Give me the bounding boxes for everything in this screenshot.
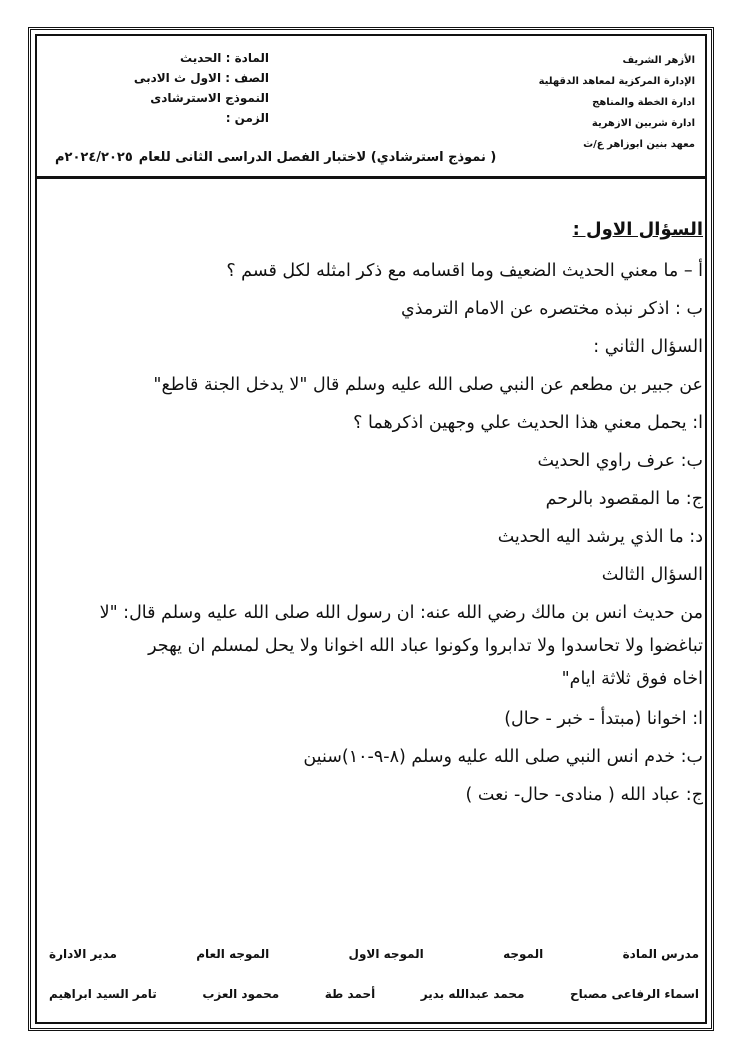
question-3-part-a: ا: اخوانا (مبتدأ - خبر - حال) xyxy=(504,709,703,729)
subject-label: المادة : الحديث xyxy=(180,51,269,65)
question-2-part-d: د: ما الذي يرشد اليه الحديث xyxy=(497,527,703,547)
hadith-line: من حديث انس بن مالك رضي الله عنه: ان رسول الله صلى الله عليه وسلم قال: "لا xyxy=(99,603,703,623)
hadith-line: تباغضوا ولا تحاسدوا ولا تدابروا وكونوا عباد الله اخوانا ولا يحل لمسلم ان يهجر xyxy=(148,636,703,656)
exam-page xyxy=(28,27,714,1031)
signature-name: أحمد طة xyxy=(324,987,376,1001)
signature-titles xyxy=(49,934,699,974)
signatures xyxy=(49,934,699,1014)
question-3-title: السؤال الثالث xyxy=(601,565,703,585)
question-3-part-b: ب: خدم انس النبي صلى الله عليه وسلم (٨-٩-١٠)سنين xyxy=(303,747,703,767)
signature-title: الموجه العام xyxy=(196,947,270,961)
question-1-part-b: ب : اذكر نبذه مختصره عن الامام الترمذي xyxy=(401,299,703,319)
question-2-title: السؤال الثاني : xyxy=(593,337,703,357)
question-2-part-a: ا: يحمل معني هذا الحديث علي وجهين اذكرهما ؟ xyxy=(353,413,703,433)
institution-line: الأزهر الشريف xyxy=(622,55,695,66)
exam-year: ٢٠٢٤/٢٠٢٥م xyxy=(55,150,133,165)
exam-header xyxy=(37,36,705,179)
question-2-part-c: ج: ما المقصود بالرحم xyxy=(545,489,703,509)
exam-title xyxy=(49,150,496,165)
signature-title: الموجه الاول xyxy=(348,947,424,961)
signature-name: اسماء الرفاعى مصباح xyxy=(569,987,699,1001)
institution-line: معهد بنين ابوزاهر ع/ث xyxy=(583,139,695,150)
grade-label: الصف : الاول ث الادبى xyxy=(133,71,269,85)
question-2-hadith: عن جبير بن مطعم عن النبي صلى الله عليه وسلم قال "لا يدخل الجنة قاطع" xyxy=(153,375,703,395)
institution-line: ادارة شربين الازهرية xyxy=(591,118,695,129)
question-1-title: السؤال الاول : xyxy=(572,219,703,240)
question-2-part-b: ب: عرف راوي الحديث xyxy=(537,451,703,471)
institution-block xyxy=(445,50,695,155)
exam-title-text: ( نموذج استرشادي) لاختبار الفصل الدراسى الثانى للعام xyxy=(138,150,497,165)
institution-line: الإدارة المركزية لمعاهد الدقهلية xyxy=(538,76,695,87)
page-frame xyxy=(35,34,707,1024)
exam-questions xyxy=(41,211,703,814)
signature-name: محمود العزب xyxy=(202,987,280,1001)
signature-names xyxy=(49,974,699,1014)
signature-title: مدرس المادة xyxy=(622,947,699,961)
signature-name: تامر السيد ابراهيم xyxy=(49,987,157,1001)
institution-line: ادارة الخطة والمناهج xyxy=(592,97,695,108)
time-label: الزمن : xyxy=(225,111,269,125)
question-1-part-a: أ – ما معني الحديث الضعيف وما اقسامه مع ذكر امثله لكل قسم ؟ xyxy=(226,261,703,281)
question-3-hadith xyxy=(41,597,703,696)
signature-name: محمد عبدالله بدير xyxy=(420,987,525,1001)
exam-info-block xyxy=(49,48,269,128)
question-3-part-c: ج: عباد الله ( منادى- حال- نعت ) xyxy=(465,785,703,805)
signature-title: الموجه xyxy=(503,947,544,961)
model-label: النموذج الاسترشادى xyxy=(150,91,269,105)
signature-title: مدير الادارة xyxy=(49,947,117,961)
hadith-line: اخاه فوق ثلاثة ايام" xyxy=(561,669,703,689)
